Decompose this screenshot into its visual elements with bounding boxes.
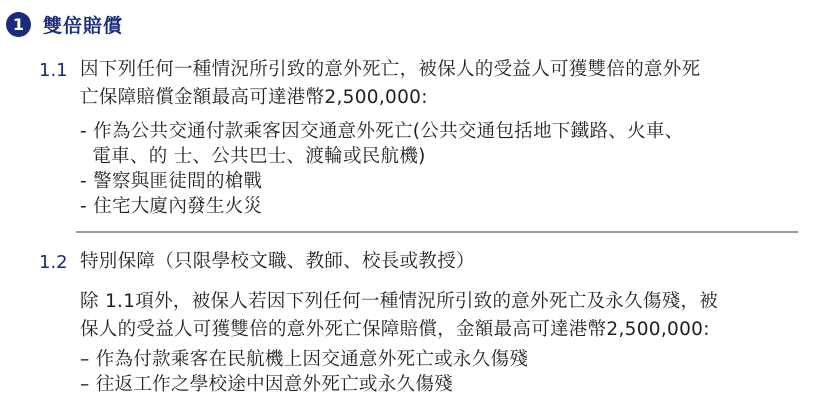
section-title: 雙倍賠償 (43, 14, 124, 37)
item-1-2-bullet: – 往返工作之學校途中因意外死亡或永久傷殘 (80, 374, 453, 395)
item-1-2-title: 特別保障（只限學校文職、教師、校長或教授） (80, 251, 475, 272)
item-1-1-bullet: - 作為公共交通付款乘客因交通意外死亡(公共交通包括地下鐵路、火車、 (80, 121, 684, 142)
item-1-1-bullet: - 住宅大廈內發生火災 (80, 196, 263, 217)
section-heading (6, 10, 123, 38)
item-1-2-bullet: – 作為付款乘客在民航機上因交通意外死亡或永久傷殘 (80, 349, 529, 370)
item-1-1-text-line-1: 因下列任何一種情況所引致的意外死亡，被保人的受益人可獲雙倍的意外死 (80, 59, 701, 80)
item-1-1-text-line-2: 亡保障賠償金額最高可達港幣2,500,000: (80, 87, 428, 108)
item-number-1-1: 1.1 (39, 60, 68, 81)
section-number-badge: 1 (6, 12, 31, 37)
item-1-2-text-line-1: 除 1.1項外，被保人若因下列任何一種情況所引致的意外死亡及永久傷殘，被 (80, 291, 719, 312)
item-1-2-text-line-2: 保人的受益人可獲雙倍的意外死亡保障賠償，金額最高可達港幣2,500,000: (80, 319, 710, 340)
section-divider (76, 231, 798, 233)
item-1-1-bullet: - 警察與匪徒間的槍戰 (80, 171, 263, 192)
item-number-1-2: 1.2 (39, 252, 68, 273)
item-1-1-bullet-continuation: 電車、的 士、公共巴士、渡輪或民航機) (80, 146, 426, 167)
